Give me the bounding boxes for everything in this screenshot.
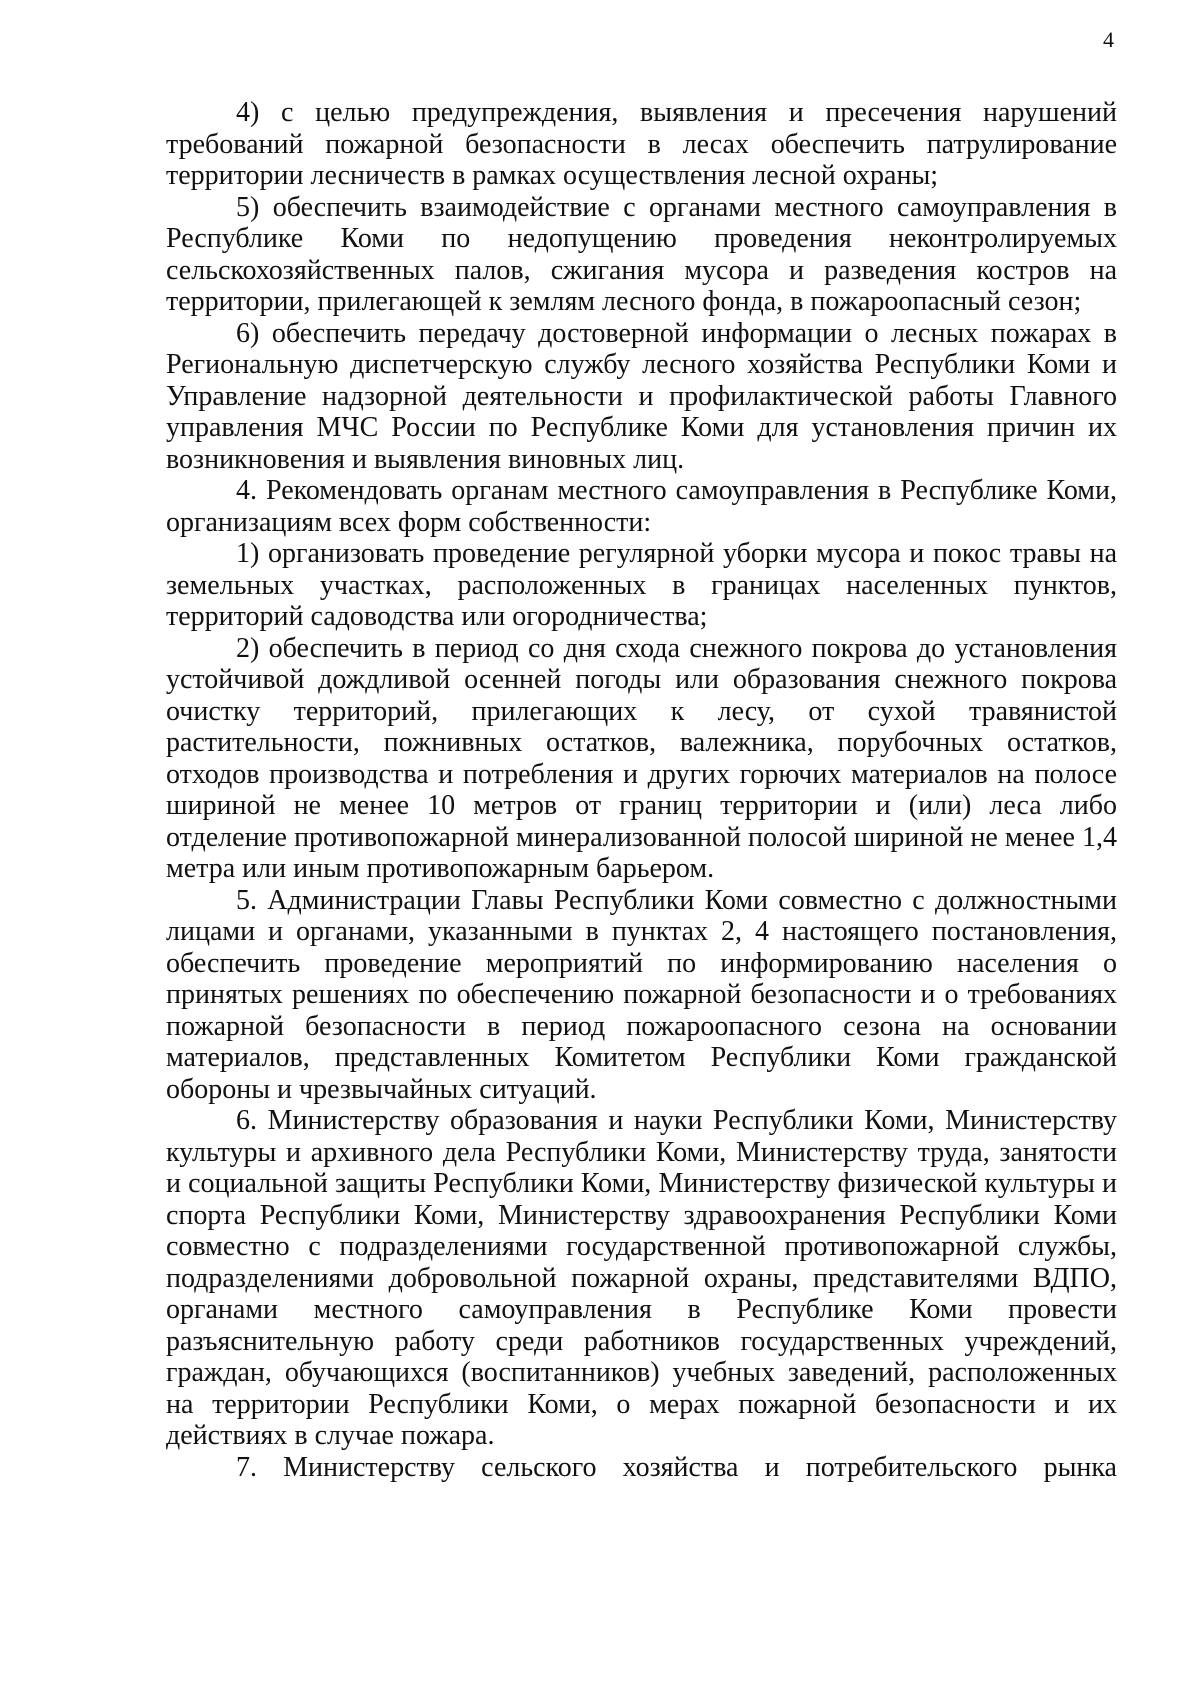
paragraph-4-subitem-6: 6) обеспечить передачу достоверной информации о лесных пожарах в Региональную диспетчерскую службу лесного хозяйства Республики Коми и Управление надзорной деятельности и профилактической работы Главного управления МЧС России по Республике Коми для установления причин их возникновения и выявления виновных лиц. (166, 317, 1117, 475)
paragraph-item-4: 4. Рекомендовать органам местного самоуправления в Республике Коми, организациям всех форм собственности: (166, 475, 1117, 538)
paragraph-item-4-subitem-2: 2) обеспечить в период со дня схода снежного покрова до установления устойчивой дождливой осенней погоды или образования снежного покрова очистку территорий, прилегающих к лесу, от сухой травянистой растительности, пожнивных остатков, валежника, порубочных остатков, отходов производства и потребления и других горючих материалов на полосе шириной не менее 10 метров от границ территории и (или) леса либо отделение противопожарной минерализованной полосой шириной не менее 1,4 метра или иным противопожарным барьером. (166, 632, 1117, 884)
paragraph-4-subitem-4: 4) с целью предупреждения, выявления и пресечения нарушений требований пожарной безопасности в лесах обеспечить патрулирование территории лесничеств в рамках осуществления лесной охраны; (166, 97, 1117, 191)
page-number: 4 (1103, 27, 1114, 52)
paragraph-item-4-subitem-1: 1) организовать проведение регулярной уборки мусора и покос травы на земельных участках, расположенных в границах населенных пунктов, территорий садоводства или огородничества; (166, 538, 1117, 632)
document-body (166, 97, 1117, 1483)
paragraph-4-subitem-5: 5) обеспечить взаимодействие с органами местного самоуправления в Республике Коми по недопущению проведения неконтролируемых сельскохозяйственных палов, сжигания мусора и разведения костров на территории, прилегающей к землям лесного фонда, в пожароопасный сезон; (166, 191, 1117, 317)
paragraph-item-6: 6. Министерству образования и науки Республики Коми, Министерству культуры и архивного дела Республики Коми, Министерству труда, занятости и социальной защиты Республики Коми, Министерству физической культуры и спорта Республики Коми, Министерству здравоохранения Республики Коми совместно с подразделениями государственной противопожарной службы, подразделениями добровольной пожарной охраны, представителями ВДПО, органами местного самоуправления в Республике Коми провести разъяснительную работу среди работников государственных учреждений, граждан, обучающихся (воспитанников) учебных заведений, расположенных на территории Республики Коми, о мерах пожарной безопасности и их действиях в случае пожара. (166, 1105, 1117, 1451)
paragraph-item-5: 5. Администрации Главы Республики Коми совместно с должностными лицами и органами, указанными в пунктах 2, 4 настоящего постановления, обеспечить проведение мероприятий по информированию населения о принятых решениях по обеспечению пожарной безопасности и о требованиях пожарной безопасности в период пожароопасного сезона на основании материалов, представленных Комитетом Республики Коми гражданской обороны и чрезвычайных ситуаций. (166, 884, 1117, 1105)
paragraph-item-7: 7. Министерству сельского хозяйства и потребительского рынка (236, 1451, 1117, 1483)
